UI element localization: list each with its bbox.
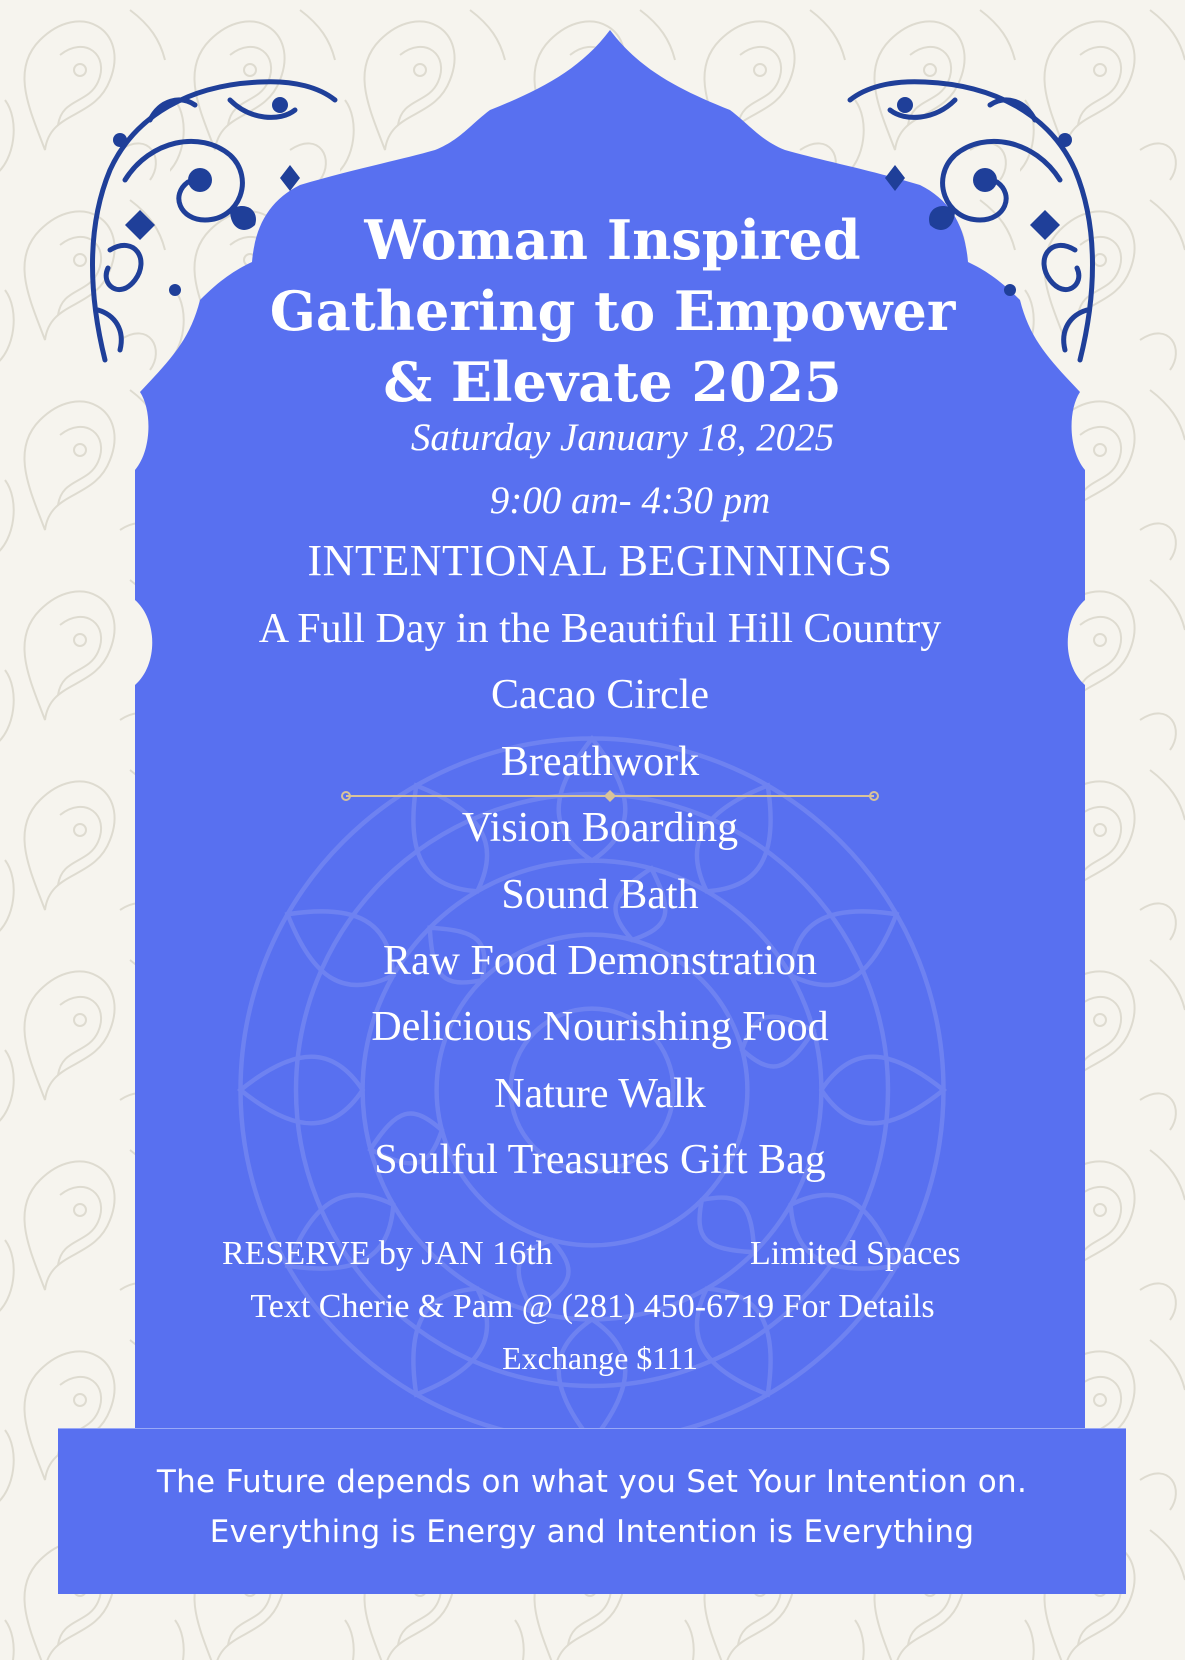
list-item: Raw Food Demonstration	[383, 937, 817, 984]
contact-info: Text Cherie & Pam @ (281) 450-6719 For Details	[250, 1288, 935, 1325]
list-item: Vision Boarding	[461, 805, 739, 852]
activity-list	[190, 596, 1010, 1194]
list-item: Sound Bath	[501, 871, 699, 918]
list-item: Nature Walk	[494, 1070, 706, 1117]
limited-spaces-note: Limited Spaces	[750, 1235, 961, 1272]
section-heading: INTENTIONAL BEGINNINGS	[307, 536, 893, 585]
tagline-line: The Future depends on what you Set Your Intention on.	[156, 1464, 1028, 1500]
event-title	[190, 205, 1035, 418]
title-line: & Elevate 2025	[383, 350, 842, 414]
title-line: Gathering to Empower	[269, 279, 956, 343]
title-line: Woman Inspired	[364, 208, 861, 272]
reserve-deadline: RESERVE by JAN 16th	[222, 1235, 553, 1272]
event-date: Saturday January 18, 2025	[410, 416, 835, 459]
tagline-banner	[58, 1428, 1126, 1594]
event-time: 9:00 am- 4:30 pm	[489, 479, 771, 522]
tagline-line: Everything is Energy and Intention is Everything	[209, 1514, 975, 1550]
list-item: Delicious Nourishing Food	[371, 1004, 829, 1051]
price-exchange: Exchange $111	[502, 1340, 698, 1376]
list-item: Breathwork	[500, 738, 700, 785]
list-item: A Full Day in the Beautiful Hill Country	[258, 606, 942, 652]
list-item: Cacao Circle	[490, 672, 710, 719]
list-item: Soulful Treasures Gift Bag	[374, 1137, 826, 1184]
